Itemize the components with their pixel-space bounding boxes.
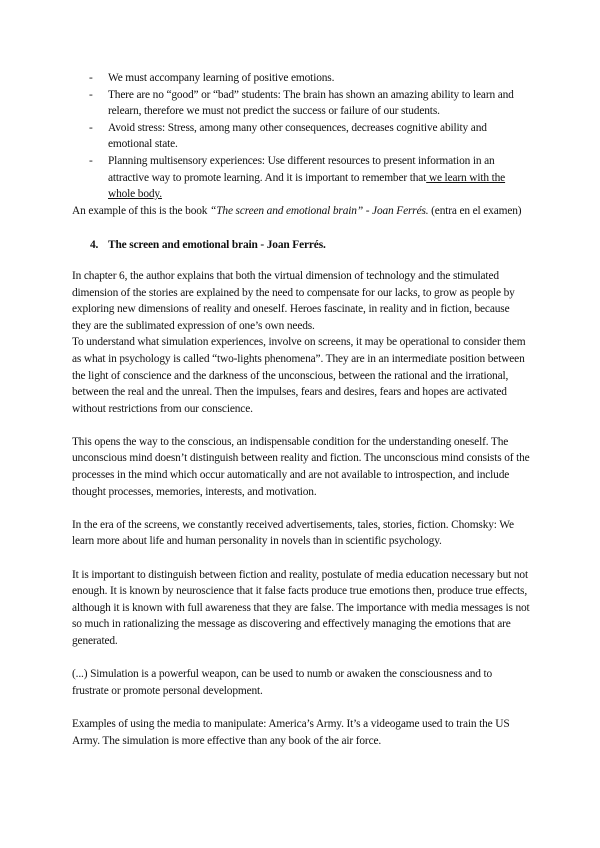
bullet-dash: - — [89, 72, 93, 84]
book-title: “The screen and emotional brain” - Joan Ferrés. — [210, 204, 429, 217]
bullet-text: There are no “good” or “bad” students: The brain has shown an amazing ability to learn and relearn, therefore we must not predict the success or failure of our students. — [108, 88, 514, 118]
document-page — [72, 70, 530, 766]
bullet-text: We must accompany learning of positive emotions. — [108, 72, 335, 84]
list-item — [72, 70, 530, 87]
list-item — [72, 120, 530, 153]
section-heading — [72, 237, 530, 254]
paragraph: To understand what simulation experiences, involve on screens, it may be operational to consider them as what in psychology is called “two-lights phenomena”. They are in an intermediate position between the light of conscience and the darkness of the unconscious, between the rational and the irrational, between the real and the unreal. Then the impulses, fears and desires, fears and hopes are activated without restrictions from our conscience. — [72, 336, 526, 415]
paragraph: It is important to distinguish between fiction and reality, postulate of media education necessary but not enough. It is known by neuroscience that it false facts produce true emotions then, produce true effects, although it is known with full awareness that they are false. The importance with media messages is not so much in rationalizing the message as discovering and effectively managing the emotions that are generated. — [72, 568, 530, 647]
bullet-underlined-text: we learn with the whole body. — [108, 171, 506, 201]
bullet-dash: - — [89, 88, 93, 101]
bullet-text: Planning multisensory experiences: Use different resources to present information in an attractive way to promote learning. And it is important to remember that — [108, 154, 495, 184]
bullet-text: Avoid stress: Stress, among many other consequences, decreases cognitive ability and emotional state. — [108, 121, 487, 151]
bullet-list — [72, 70, 530, 203]
book-example — [72, 203, 530, 220]
paragraph: In chapter 6, the author explains that both the virtual dimension of technology and the stimulated dimension of the stories are explained by the need to compensate for our lacks, to grow as people by exploring new dimensions of reality and oneself. Heroes fascinate, in reality and in fiction, because they are the sublimated expression of one’s own needs. — [72, 269, 515, 332]
paragraph: In the era of the screens, we constantly received advertisements, tales, stories, fiction. Chomsky: We learn more about life and human personality in novels than in scientific psychology. — [72, 518, 514, 548]
section-number: 4. — [90, 239, 99, 252]
paragraph: Examples of using the media to manipulate: America’s Army. It’s a videogame used to train the US Army. The simulation is more effective than any book of the air force. — [72, 717, 510, 747]
bullet-dash: - — [89, 121, 93, 134]
paragraph: This opens the way to the conscious, an indispensable condition for the understanding oneself. The unconscious mind doesn’t distinguish between reality and fiction. The unconscious mind consists of the processes in the mind which occur automatically and are not available to introspection, and include thought processes, memories, interests, and motivation. — [72, 435, 530, 498]
book-example-suffix: (entra en el examen) — [428, 204, 522, 217]
book-example-prefix: An example of this is the book — [72, 204, 211, 217]
list-item — [72, 153, 530, 203]
paragraph: (...) Simulation is a powerful weapon, can be used to numb or awaken the consciousness and to frustrate or promote personal development. — [72, 668, 493, 697]
list-item — [72, 87, 530, 120]
section-title: The screen and emotional brain - Joan Ferrés. — [108, 239, 326, 252]
bullet-dash: - — [89, 154, 93, 167]
